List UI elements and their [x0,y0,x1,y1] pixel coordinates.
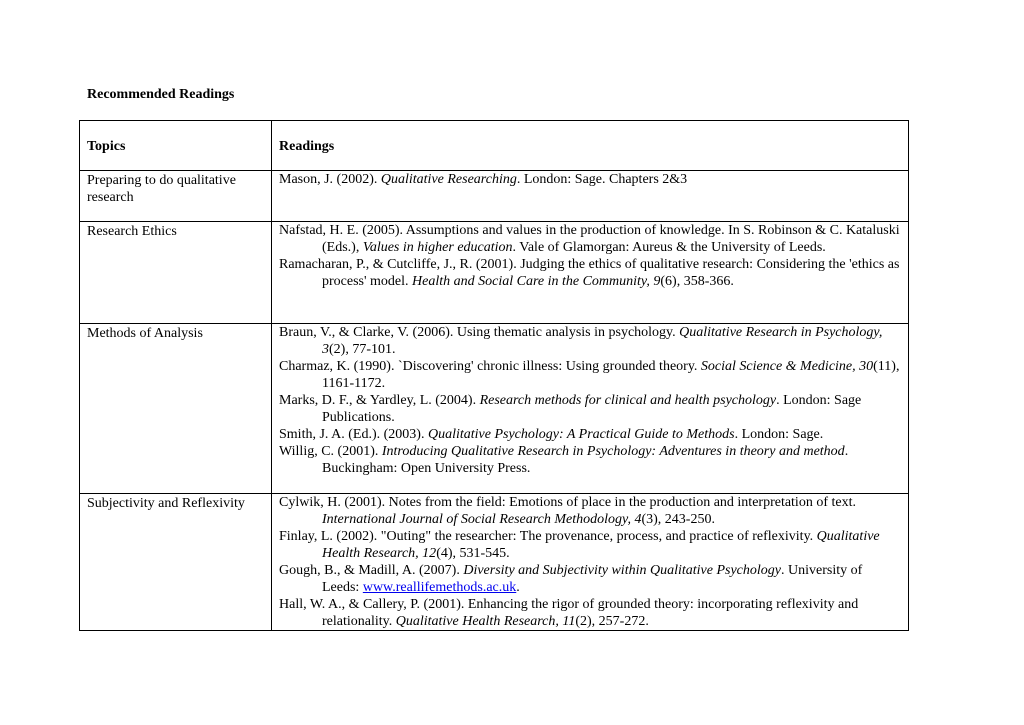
readings-table [79,120,909,631]
readings-cell [272,494,909,631]
header-readings: Readings [272,121,909,171]
reference: Smith, J. A. (Ed.). (2003). Qualitative Psychology: A Practical Guide to Methods. London: Sage. [279,427,824,442]
page-title: Recommended Readings [87,87,235,102]
topic-cell: Research Ethics [80,222,272,324]
topic-cell: Methods of Analysis [80,324,272,494]
table-row [80,324,909,494]
readings-cell [272,171,909,222]
reference: Hall, W. A., & Callery, P. (2001). Enhancing the rigor of grounded theory: incorporating reflexivity and relationality. Qualitative Health Research, 11(2), 257-272. [279,597,859,629]
reference: Charmaz, K. (1990). `Discovering' chronic illness: Using grounded theory. Social Science & Medicine, 30(11), 1161-1172. [279,359,900,391]
reference: Cylwik, H. (2001). Notes from the field: Emotions of place in the production and interpretation of text. International Journal of Social Research Methodology, 4(3), 243-250. [279,495,856,527]
reference: Finlay, L. (2002). "Outing" the researcher: The provenance, process, and practice of reflexivity. Qualitative Health Research, 12(4), 531-545. [279,529,880,561]
reallifemethods-link[interactable]: www.reallifemethods.ac.uk [362,580,517,595]
topic-cell: Preparing to do qualitative research [80,171,272,222]
reference: Gough, B., & Madill, A. (2007). Diversity and Subjectivity within Qualitative Psychology. University of Leeds: www.reallifemethods.ac.uk. [279,563,863,595]
reference: Marks, D. F., & Yardley, L. (2004). Research methods for clinical and health psychology. London: Sage Publications. [279,393,862,425]
reference: Braun, V., & Clarke, V. (2006). Using thematic analysis in psychology. Qualitative Research in Psychology, 3(2), 77-101. [279,325,883,357]
header-topics: Topics [80,121,272,171]
reference: Willig, C. (2001). Introducing Qualitative Research in Psychology: Adventures in theory and method. Buckingham: Open University Press. [279,444,849,476]
table-row [80,494,909,631]
reference: Mason, J. (2002). Qualitative Researching. London: Sage. Chapters 2&3 [279,172,688,187]
reference: Ramacharan, P., & Cutcliffe, J., R. (2001). Judging the ethics of qualitative research: Considering the 'ethics as process' model. Health and Social Care in the Community, 9(6), 358-366. [279,257,900,289]
topic-cell: Subjectivity and Reflexivity [80,494,272,631]
table-row [80,222,909,324]
readings-cell [272,222,909,324]
table-row [80,171,909,222]
readings-cell [272,324,909,494]
table-header-row [80,121,909,171]
reference: Nafstad, H. E. (2005). Assumptions and values in the production of knowledge. In S. Robinson & C. Kataluski (Eds.), Values in higher education. Vale of Glamorgan: Aureus & the University of Leeds. [279,223,900,255]
